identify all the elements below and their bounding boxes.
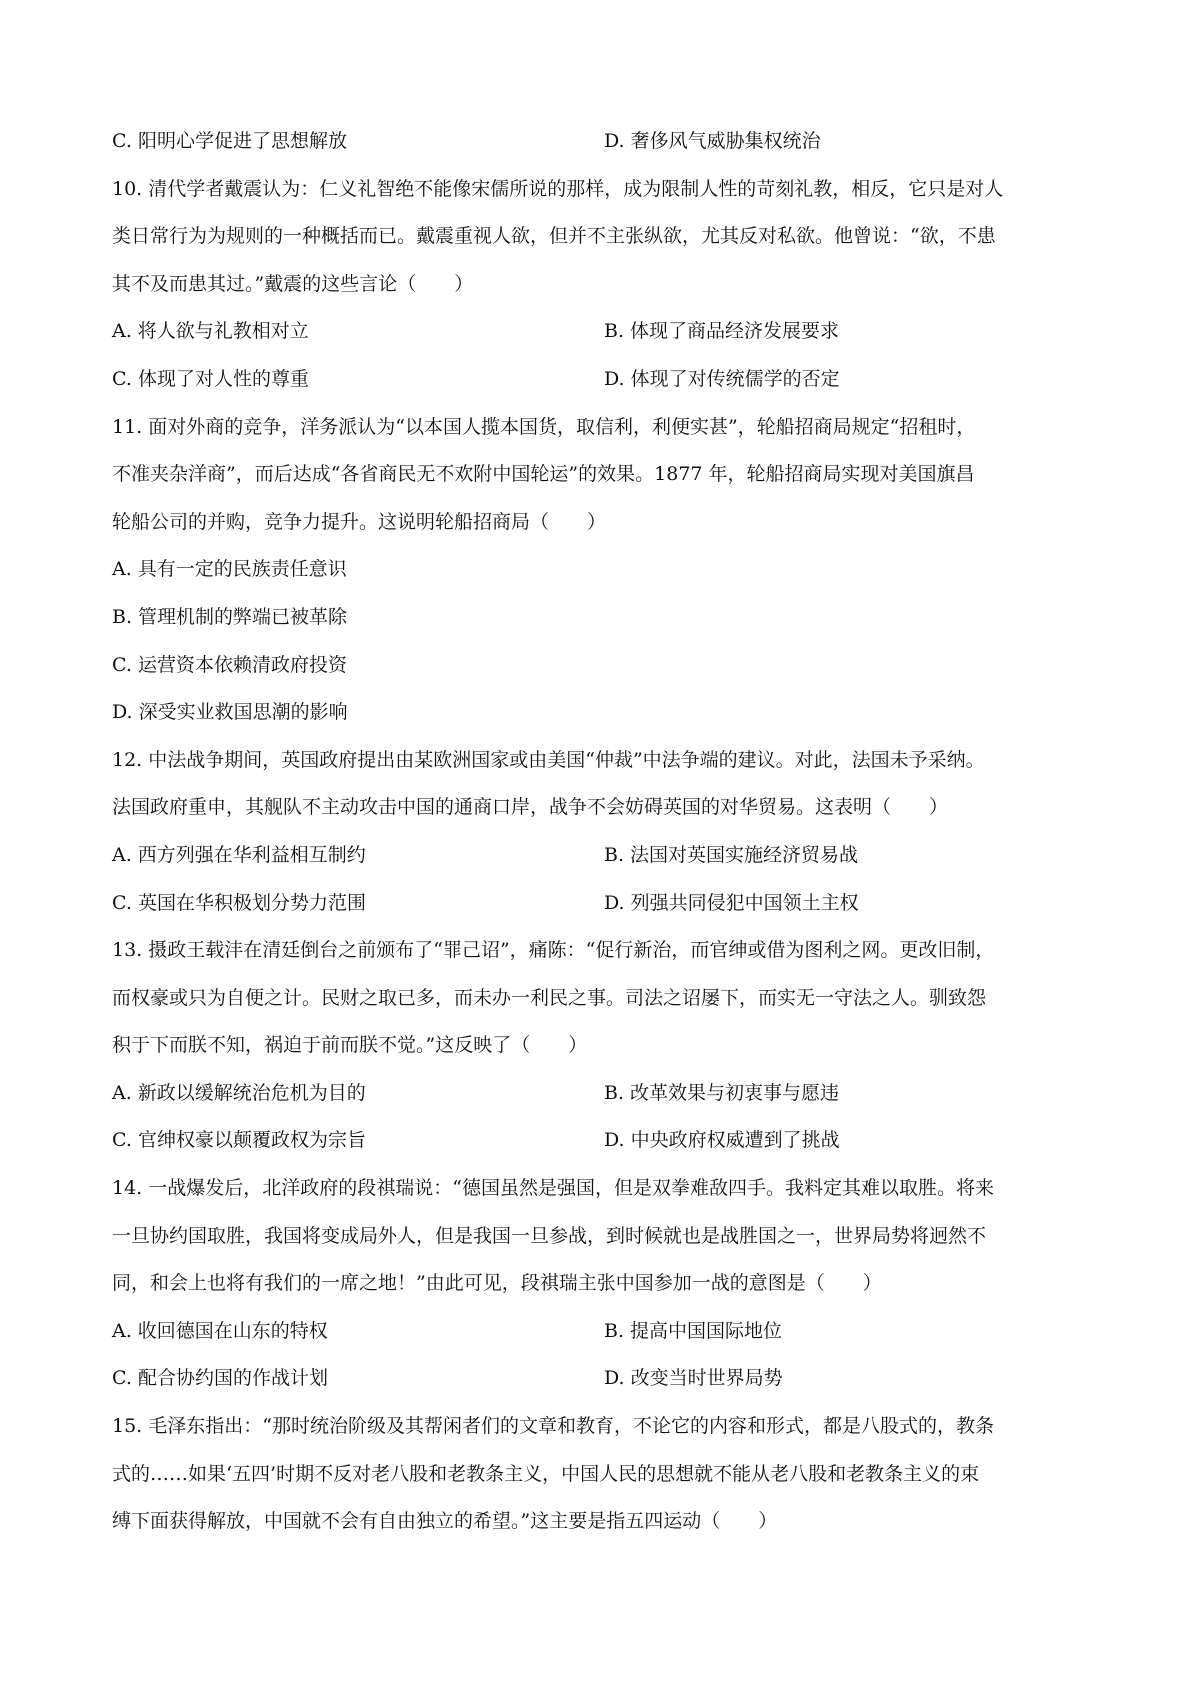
- q15-stem-line: 缚下面获得解放，中国就不会有自由独立的希望。”这主要是指五四运动（ ）: [112, 1510, 778, 1533]
- q13-options-row: [112, 1070, 1097, 1118]
- question-14: [112, 1165, 1097, 1403]
- q11-option-d: D. 深受实业救国思潮的影响: [112, 701, 348, 724]
- q10-options-row: [112, 308, 1097, 356]
- q12-options-row: [112, 832, 1097, 880]
- question-11: [112, 404, 1097, 737]
- q10-stem-line: 类日常行为为规则的一种概括而已。戴震重视人欲，但并不主张纵欲，尤其反对私欲。他曾说：“欲，不患: [112, 225, 996, 248]
- q15-stem-line: 15. 毛泽东指出：“那时统治阶级及其帮闲者们的文章和教育，不论它的内容和形式，都是八股式的，教条: [112, 1415, 994, 1438]
- q12-stem-line: 12. 中法战争期间，英国政府提出由某欧洲国家或由美国“仲裁”中法争端的建议。对此，法国未予采纳。: [112, 748, 985, 771]
- q11-option-b: B. 管理机制的弊端已被革除: [112, 605, 348, 628]
- question-13: [112, 927, 1097, 1165]
- q14-options-row: [112, 1355, 1097, 1403]
- q12-stem-line: 法国政府重申，其舰队不主动攻击中国的通商口岸，战争不会妨碍英国的对华贸易。这表明（ ）: [112, 796, 949, 819]
- question-10: [112, 166, 1097, 404]
- q15-stem-line: 式的……如果‘五四’时期不反对老八股和老教条主义，中国人民的思想就不能从老八股和老教条主义的束: [112, 1462, 980, 1485]
- q10-option-d: D. 体现了对传统儒学的否定: [604, 367, 840, 390]
- q14-stem-line: 14. 一战爆发后，北洋政府的段祺瑞说：“德国虽然是强国，但是双拳难敌四手。我料定其难以取胜。将来: [112, 1177, 994, 1200]
- q13-option-d: D. 中央政府权威遭到了挑战: [604, 1129, 840, 1152]
- q13-option-c: C. 官绅权豪以颠覆政权为宗旨: [112, 1129, 366, 1152]
- exam-page: [112, 118, 1097, 1546]
- q13-stem-line: 积于下而朕不知，祸迫于前而朕不觉。”这反映了（ ）: [112, 1034, 588, 1057]
- q10-option-c: C. 体现了对人性的尊重: [112, 367, 309, 390]
- q13-options-row: [112, 1117, 1097, 1165]
- q10-option-a: A. 将人欲与礼教相对立: [112, 320, 309, 343]
- question-12: [112, 737, 1097, 927]
- q11-stem-line: 轮船公司的并购，竞争力提升。这说明轮船招商局（ ）: [112, 510, 607, 533]
- q14-option-d: D. 改变当时世界局势: [604, 1367, 783, 1390]
- q14-options-row: [112, 1308, 1097, 1356]
- q12-option-d: D. 列强共同侵犯中国领土主权: [604, 891, 859, 914]
- q12-option-c: C. 英国在华积极划分势力范围: [112, 891, 366, 914]
- q12-option-b: B. 法国对英国实施经济贸易战: [604, 843, 859, 866]
- q10-options-row: [112, 356, 1097, 404]
- q14-option-b: B. 提高中国国际地位: [604, 1319, 783, 1342]
- q14-stem-line: 一旦协约国取胜，我国将变成局外人，但是我国一旦参战，到时候就也是战胜国之一，世界局势将迥然不: [112, 1224, 987, 1247]
- q10-stem-line: 其不及而患其过。”戴震的这些言论（ ）: [112, 272, 474, 295]
- q10-option-b: B. 体现了商品经济发展要求: [604, 320, 840, 343]
- q12-option-a: A. 西方列强在华利益相互制约: [112, 843, 366, 866]
- q10-stem-line: 10. 清代学者戴震认为：仁义礼智绝不能像宋儒所说的那样，成为限制人性的苛刻礼教，相反，它只是对人: [112, 177, 1004, 200]
- q9-option-d: D. 奢侈风气威胁集权统治: [604, 130, 821, 152]
- q13-option-b: B. 改革效果与初衷事与愿违: [604, 1081, 840, 1104]
- q14-option-a: A. 收回德国在山东的特权: [112, 1319, 328, 1342]
- q11-option-c: C. 运营资本依赖清政府投资: [112, 653, 347, 676]
- q14-option-c: C. 配合协约国的作战计划: [112, 1367, 328, 1390]
- q11-stem-line: 不准夹杂洋商”，而后达成“各省商民无不欢附中国轮运”的效果。1877 年，轮船招商局实现对美国旗昌: [112, 463, 975, 486]
- q12-options-row: [112, 880, 1097, 928]
- q9-option-c: C. 阳明心学促进了思想解放: [112, 130, 347, 152]
- q14-stem-line: 同，和会上也将有我们的一席之地！”由此可见，段祺瑞主张中国参加一战的意图是（ ）: [112, 1272, 882, 1295]
- q9-options-row: [112, 118, 1097, 166]
- q11-option-a: A. 具有一定的民族责任意识: [112, 558, 347, 581]
- question-15: [112, 1403, 1097, 1546]
- q11-stem-line: 11. 面对外商的竞争，洋务派认为“以本国人揽本国货，取信利，利便实甚”，轮船招商局规定“招租时，: [112, 415, 976, 438]
- q13-option-a: A. 新政以缓解统治危机为目的: [112, 1081, 366, 1104]
- q13-stem-line: 13. 摄政王载沣在清廷倒台之前颁布了“罪己诏”，痛陈：“促行新治，而官绅或借为图利之网。更改旧制，: [112, 939, 995, 962]
- q13-stem-line: 而权豪或只为自便之计。民财之取已多，而未办一利民之事。司法之诏屡下，而实无一守法之人。驯致怨: [112, 986, 987, 1009]
